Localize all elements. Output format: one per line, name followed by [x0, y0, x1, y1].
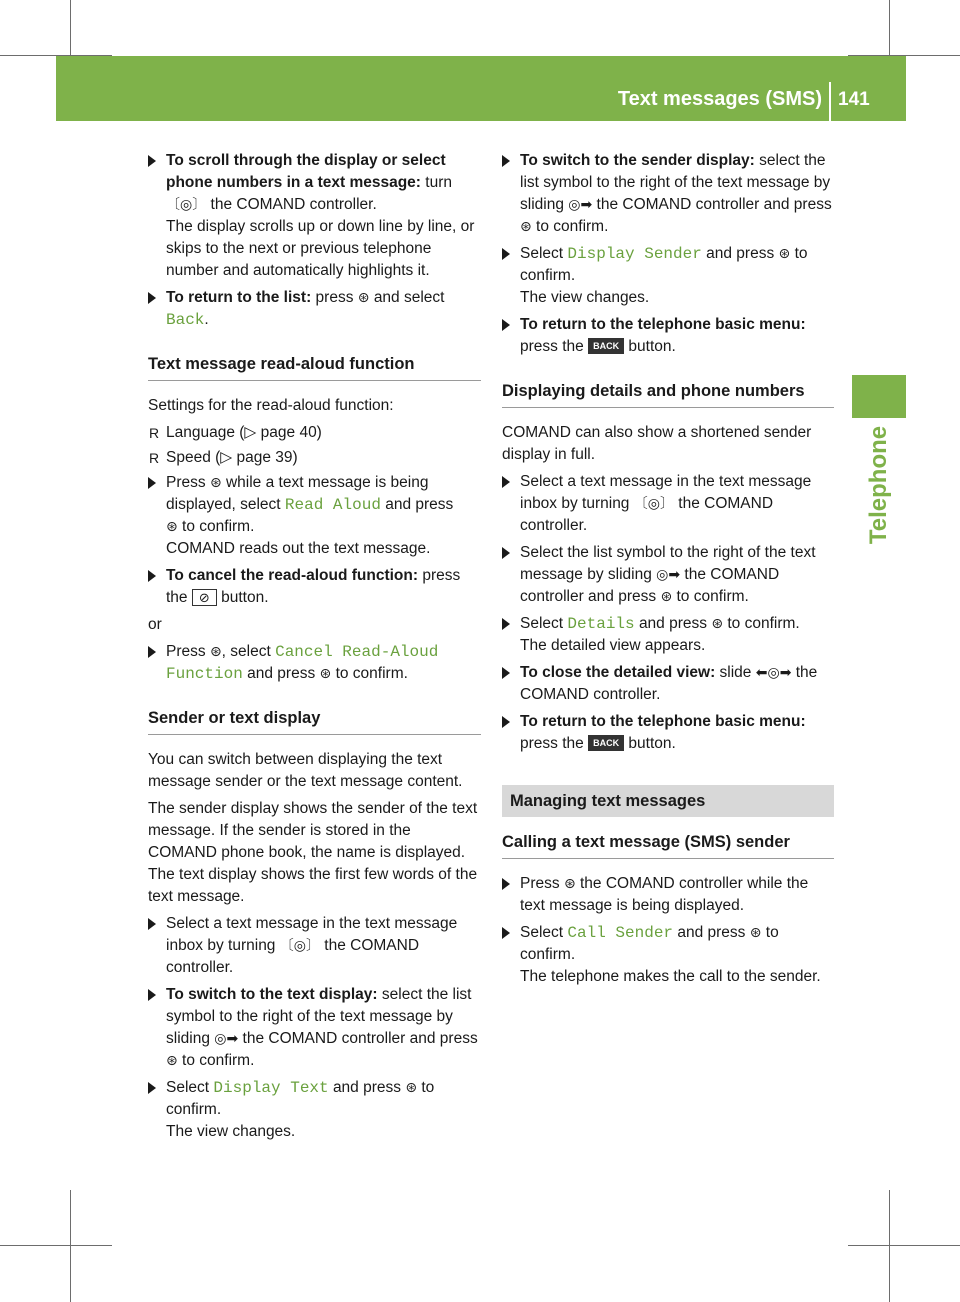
controller-press-icon: ⊛ — [660, 589, 673, 605]
step-return-basic-menu: To return to the telephone basic menu: press the BACK button. — [502, 314, 834, 358]
controller-slide-both-icon: ⬅◎➡ — [755, 665, 792, 681]
step-arrow-icon — [502, 878, 510, 890]
step-arrow-icon — [502, 547, 510, 559]
step-switch-sender: To switch to the sender display: select the list symbol to the right of the text message by sliding ◎➡ the COMAND controller and press ⊛ to confirm. — [502, 150, 834, 238]
section-heading-details: Displaying details and phone numbers — [502, 380, 834, 408]
controller-turn-icon: 〔◎〕 — [633, 496, 674, 512]
step-arrow-icon — [502, 716, 510, 728]
step-arrow-icon — [148, 292, 156, 304]
controller-slide-right-icon: ◎➡ — [568, 197, 593, 213]
controller-turn-icon: 〔◎〕 — [279, 938, 320, 954]
section-banner-managing: Managing text messages — [502, 785, 834, 817]
bullet-icon: R — [149, 450, 160, 466]
controller-press-icon: ⊛ — [749, 925, 762, 941]
step-return-list: To return to the list: press ⊛ and select Back. — [148, 287, 481, 331]
controller-press-icon: ⊛ — [357, 290, 370, 306]
menu-item-read-aloud: Read Aloud — [284, 496, 381, 514]
section-heading-calling: Calling a text message (SMS) sender — [502, 831, 834, 859]
paragraph-details: COMAND can also show a shortened sender display in full. — [502, 424, 812, 463]
left-column — [148, 150, 481, 1148]
bullet-icon: R — [149, 425, 160, 441]
controller-slide-right-icon: ◎➡ — [214, 1031, 239, 1047]
page-number: 141 — [838, 89, 870, 110]
controller-press-icon: ⊛ — [405, 1080, 418, 1096]
right-column — [502, 150, 834, 993]
step-select-display-text: Select Display Text and press ⊛ to confirm. The view changes. — [148, 1077, 481, 1143]
step-arrow-icon — [502, 155, 510, 167]
step-scroll: To scroll through the display or select phone numbers in a text message: turn 〔◎〕 the COMAND controller. The display scrolls up or down line by line, or skips to the next or previous telephone number and automatically highlights it. — [148, 150, 481, 282]
step-press-select: Press ⊛, select Cancel Read-Aloud Function and press ⊛ to confirm. — [148, 641, 481, 685]
step-arrow-icon — [502, 927, 510, 939]
back-key-icon: BACK — [588, 735, 624, 751]
step-arrow-icon — [502, 319, 510, 331]
controller-slide-right-icon: ◎➡ — [656, 567, 681, 583]
step-press-while: Press ⊛ while a text message is being displayed, select Read Aloud and press ⊛ to confirm. COMAND reads out the text message. — [148, 472, 481, 560]
menu-item-back: Back — [166, 311, 205, 329]
controller-press-icon: ⊛ — [166, 519, 178, 535]
step-arrow-icon — [148, 646, 156, 658]
step-list-symbol: Select the list symbol to the right of the text message by sliding ◎➡ the COMAND controller and press ⊛ to confirm. — [502, 542, 834, 608]
step-arrow-icon — [148, 155, 156, 167]
step-arrow-icon — [502, 618, 510, 630]
step-arrow-icon — [502, 248, 510, 260]
crop-mark — [0, 1245, 112, 1246]
crop-mark — [848, 1245, 960, 1246]
menu-item-display-sender: Display Sender — [567, 245, 702, 263]
step-select-display-sender: Select Display Sender and press ⊛ to confirm. The view changes. — [502, 243, 834, 309]
back-key-icon: BACK — [588, 338, 624, 354]
step-switch-text: To switch to the text display: select the list symbol to the right of the text message by sliding ◎➡ the COMAND controller and press ⊛ to confirm. — [148, 984, 481, 1072]
step-press-controller: Press ⊛ the COMAND controller while the text message is being displayed. — [502, 873, 834, 917]
controller-press-icon: ⊛ — [563, 876, 576, 892]
step-arrow-icon — [148, 570, 156, 582]
controller-press-icon: ⊛ — [166, 1053, 178, 1069]
step-call-sender: Select Call Sender and press ⊛ to confirm. The telephone makes the call to the sender. — [502, 922, 834, 988]
step-arrow-icon — [148, 989, 156, 1001]
step-select-message: Select a text message in the text message inbox by turning 〔◎〕 the COMAND controller. — [148, 913, 481, 979]
bullet-language: R Language (▷ page 40) — [148, 422, 481, 444]
menu-item-cancel-read-aloud: Cancel Read-Aloud Function — [166, 643, 439, 683]
step-select-details: Select Details and press ⊛ to confirm. The detailed view appears. — [502, 613, 834, 657]
step-arrow-icon — [502, 667, 510, 679]
controller-press-icon: ⊛ — [778, 246, 791, 262]
step-close-detail: To close the detailed view: slide ⬅◎➡ the COMAND controller. — [502, 662, 834, 706]
step-arrow-icon — [148, 1082, 156, 1094]
header-divider — [829, 82, 831, 121]
step-return-basic-menu-2: To return to the telephone basic menu: press the BACK button. — [502, 711, 834, 755]
controller-press-icon: ⊛ — [209, 644, 222, 660]
crop-mark — [70, 1190, 71, 1302]
side-tab-marker — [852, 375, 906, 418]
paragraph-switch: You can switch between displaying the text message sender or the text message content. — [148, 751, 463, 790]
menu-item-details: Details — [567, 615, 635, 633]
menu-item-call-sender: Call Sender — [567, 924, 674, 942]
step-arrow-icon — [148, 918, 156, 930]
controller-turn-icon: 〔◎〕 — [166, 197, 207, 213]
controller-press-icon: ⊛ — [711, 616, 724, 632]
settings-intro: Settings for the read-aloud function: — [148, 397, 394, 414]
bullet-speed: R Speed (▷ page 39) — [148, 447, 481, 469]
page-title: Text messages (SMS) — [617, 88, 822, 110]
section-heading-readaloud: Text message read-aloud function — [148, 353, 481, 381]
controller-press-icon: ⊛ — [319, 666, 332, 682]
step-cancel: To cancel the read-aloud function: press the ⊘ button. — [148, 565, 481, 609]
mute-key-icon: ⊘ — [192, 589, 217, 606]
paragraph-sender-display: The sender display shows the sender of the text message. If the sender is stored in the COMAND phone book, the name is displayed. The text display shows the first few words of the text message. — [148, 800, 478, 905]
step-arrow-icon — [148, 477, 156, 489]
step-arrow-icon — [502, 476, 510, 488]
controller-press-icon: ⊛ — [209, 475, 222, 491]
crop-mark — [889, 1190, 890, 1302]
section-heading-sender-text: Sender or text display — [148, 707, 481, 735]
menu-item-display-text: Display Text — [213, 1079, 329, 1097]
or-text: or — [148, 616, 162, 633]
step-select-message-2: Select a text message in the text message inbox by turning 〔◎〕 the COMAND controller. — [502, 471, 834, 537]
controller-press-icon: ⊛ — [520, 219, 532, 235]
side-tab-label: Telephone — [865, 425, 892, 545]
